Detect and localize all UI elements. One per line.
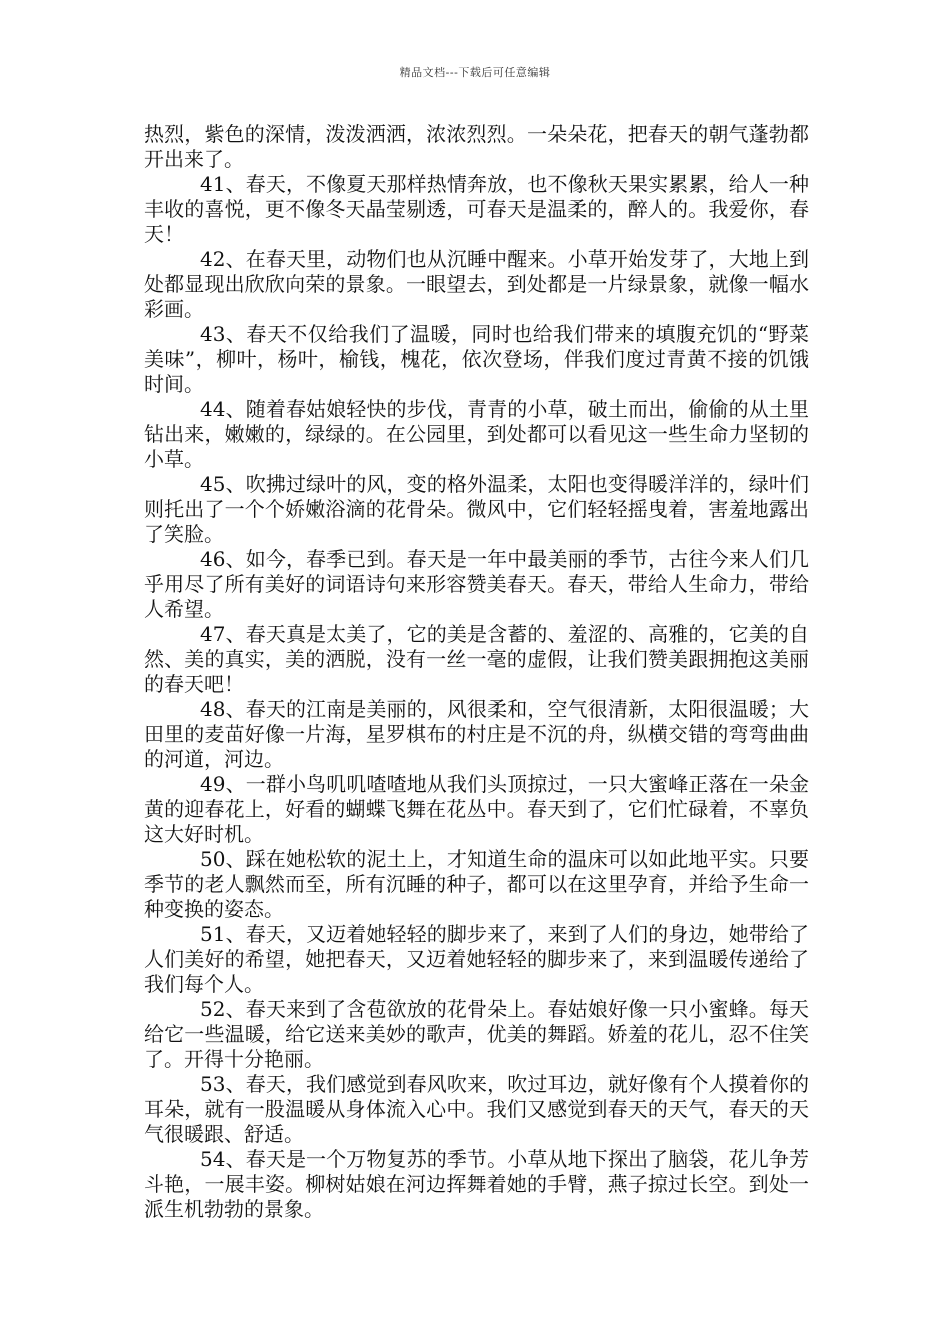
- paragraph: 41、春天，不像夏天那样热情奔放，也不像秋天果实累累，给人一种丰收的喜悦，更不像冬天晶莹剔透，可春天是温柔的，醉人的。我爱你，春天！: [144, 172, 809, 246]
- paragraph: 45、吹拂过绿叶的风，变的格外温柔，太阳也变得暖洋洋的，绿叶们则托出了一个个娇嫩浴滴的花骨朵。微风中，它们轻轻摇曳着，害羞地露出了笑脸。: [144, 472, 809, 546]
- paragraph: 53、春天，我们感觉到春风吹来，吹过耳边，就好像有个人摸着你的耳朵，就有一股温暖从身体流入心中。我们又感觉到春天的天气，春天的天气很暖跟、舒适。: [144, 1072, 809, 1146]
- paragraph: 43、春天不仅给我们了温暖，同时也给我们带来的填腹充饥的“野菜美味”，柳叶，杨叶，榆钱，槐花，依次登场，伴我们度过青黄不接的饥饿时间。: [144, 322, 809, 396]
- paragraph: 52、春天来到了含苞欲放的花骨朵上。春姑娘好像一只小蜜蜂。每天给它一些温暖，给它送来美妙的歌声，优美的舞蹈。娇羞的花儿，忍不住笑了。开得十分艳丽。: [144, 997, 809, 1071]
- paragraph: 50、踩在她松软的泥土上，才知道生命的温床可以如此地平实。只要季节的老人飘然而至，所有沉睡的种子，都可以在这里孕育，并给予生命一种变换的姿态。: [144, 847, 809, 921]
- paragraph: 44、随着春姑娘轻快的步伐，青青的小草，破土而出，偷偷的从土里钻出来，嫩嫩的，绿绿的。在公园里，到处都可以看见这一些生命力坚韧的小草。: [144, 397, 809, 471]
- paragraph: 46、如今，春季已到。春天是一年中最美丽的季节，古往今来人们几乎用尽了所有美好的词语诗句来形容赞美春天。春天，带给人生命力，带给人希望。: [144, 547, 809, 621]
- paragraph: 54、春天是一个万物复苏的季节。小草从地下探出了脑袋，花儿争芳斗艳，一展丰姿。柳树姑娘在河边挥舞着她的手臂，燕子掠过长空。到处一派生机勃勃的景象。: [144, 1147, 809, 1221]
- paragraph: 热烈，紫色的深情，泼泼洒洒，浓浓烈烈。一朵朵花，把春天的朝气蓬勃都开出来了。: [144, 122, 809, 171]
- paragraph: 48、春天的江南是美丽的，风很柔和，空气很清新，太阳很温暖；大田里的麦苗好像一片海，星罗棋布的村庄是不沉的舟，纵横交错的弯弯曲曲的河道，河边。: [144, 697, 809, 771]
- page-header: 精品文档---下载后可任意编辑: [399, 66, 551, 79]
- paragraph: 51、春天，又迈着她轻轻的脚步来了，来到了人们的身边，她带给了人们美好的希望，她把春天，又迈着她轻轻的脚步来了，来到温暖传递给了我们每个人。: [144, 922, 809, 996]
- document-body: [144, 122, 809, 1222]
- paragraph: 47、春天真是太美了，它的美是含蓄的、羞涩的、高雅的，它美的自然、美的真实，美的洒脱，没有一丝一毫的虚假，让我们赞美跟拥抱这美丽的春天吧！: [144, 622, 809, 696]
- paragraph: 42、在春天里，动物们也从沉睡中醒来。小草开始发芽了，大地上到处都显现出欣欣向荣的景象。一眼望去，到处都是一片绿景象，就像一幅水彩画。: [144, 247, 809, 321]
- paragraph: 49、一群小鸟叽叽喳喳地从我们头顶掠过，一只大蜜峰正落在一朵金黄的迎春花上，好看的蝴蝶飞舞在花丛中。春天到了，它们忙碌着，不辜负这大好时机。: [144, 772, 809, 846]
